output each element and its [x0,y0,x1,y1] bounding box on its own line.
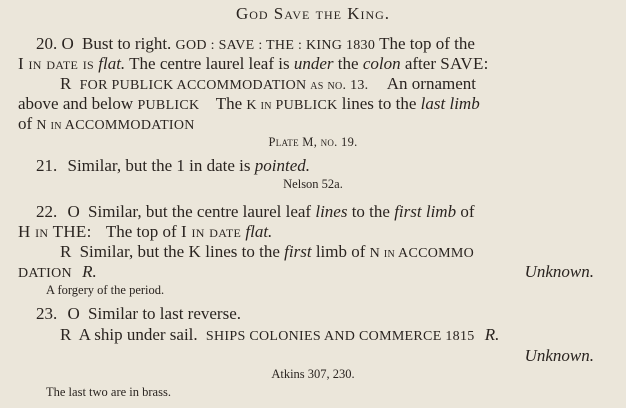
legend-text: N in ACCOMMO [369,246,475,261]
entry-20-line-3 [60,74,476,96]
text: limb of [315,242,366,261]
obverse-symbol: O [67,202,80,221]
emphasis: flat. [98,54,126,73]
text: The [215,94,243,113]
entry-21-reference [0,176,626,192]
entry-23-line-3 [525,346,594,366]
emphasis: lines [315,202,348,221]
legend-text: PUBLICK [137,98,200,113]
entry-20-line-4 [18,94,480,116]
text: A ship under sail. [78,325,198,344]
text: Similar, but the centre laurel leaf [88,202,312,221]
note: A forgery of the period. [46,283,165,297]
legend-text: K in PUBLICK [246,98,338,113]
emphasis: colon [362,54,401,73]
legend-text: H in THE: [18,222,92,241]
text: Similar to last reverse. [88,304,241,323]
rarity: R. [484,325,500,344]
rarity-note: Unknown. [524,346,594,365]
emphasis: pointed. [254,156,310,175]
emphasis: first [284,242,312,261]
text: The centre laurel leaf is [129,54,290,73]
text: I in date [180,222,242,241]
legend-text: FOR PUBLICK ACCOMMODATION as no. 13. [79,78,369,93]
text: Similar, but the [79,242,185,261]
reference: Nelson 52a. [283,177,343,191]
entry-22-line-4 [18,262,594,284]
obverse-symbol: O [61,34,74,53]
emphasis: last limb [420,94,480,113]
entry-21-line-1 [36,156,310,176]
footer-note [46,384,171,400]
emphasis: first limb [394,202,457,221]
legend-text: SHIPS COLONIES AND COMMERCE 1815 [205,329,475,344]
text: An ornament [386,74,476,93]
entry-20-line-2 [18,54,489,74]
entry-22-line-3 [60,242,474,264]
legend-text: N in ACCOMMODATION [36,118,195,133]
entry-22-note [46,282,164,298]
text: lines to the [205,242,280,261]
entry-number: 23. [36,304,58,323]
reference: Atkins 307, 230. [271,367,355,381]
entry-number: 22. [36,202,58,221]
entry-20-line-5 [18,114,195,136]
text: I in date is [18,54,95,73]
entry-23-line-2 [60,325,499,347]
obverse-symbol: O [67,304,80,323]
rarity-note: Unknown. [524,262,594,281]
text: above and below [18,94,134,113]
legend-text: GOD : SAVE : THE : KING 1830 [175,38,376,53]
entry-number: 21. [36,156,58,175]
entry-20-line-1 [36,34,475,56]
text: of [18,114,33,133]
text: lines to the [341,94,417,113]
emphasis: under [293,54,334,73]
rarity: R. [82,262,97,281]
reverse-symbol: R [60,325,72,344]
text: Bust to right. [82,34,172,53]
reverse-symbol: R [60,74,72,93]
entry-22-line-2 [18,222,272,242]
entry-20-reference [0,134,626,150]
entry-23-reference [0,366,626,382]
legend-text: DATION [18,266,72,281]
text: Similar, but the 1 in date is [67,156,251,175]
text: The top of [105,222,177,241]
text: the [337,54,359,73]
entry-22-line-1 [36,202,475,222]
page-title: God Save the King. [235,4,391,23]
text: to the [351,202,390,221]
text: after [404,54,436,73]
entry-number: 20. [36,34,58,53]
emphasis: flat. [245,222,273,241]
legend-text: K [188,242,202,261]
note: The last two are in brass. [46,385,171,399]
text: The top of the [379,34,475,53]
text: of [460,202,475,221]
reverse-symbol: R [60,242,72,261]
reference: Plate M, no. 19. [268,135,358,149]
entry-23-line-1 [36,304,241,324]
legend-text: SAVE: [440,54,489,73]
